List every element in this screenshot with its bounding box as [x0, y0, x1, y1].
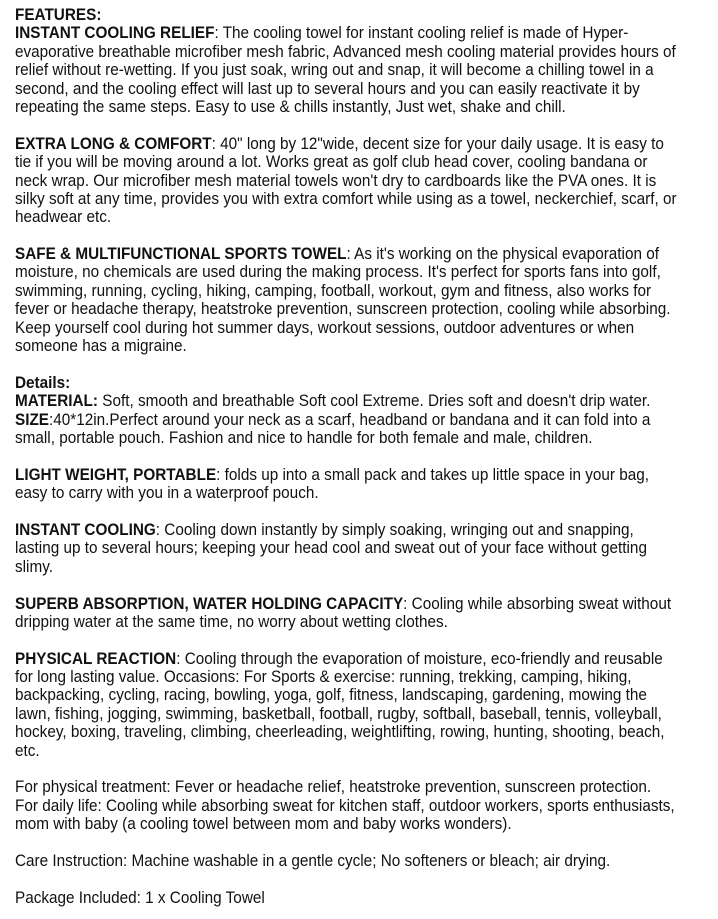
paragraph [15, 521, 718, 576]
text-line [15, 466, 677, 484]
body-text: lawn, fishing, jogging, swimming, basketball, football, rugby, softball, baseball, tennis, volleyball, [15, 703, 662, 723]
text-line [15, 190, 677, 208]
text-line [15, 319, 677, 337]
bold-heading: MATERIAL: [15, 391, 99, 411]
text-line [15, 686, 677, 704]
body-text: headwear etc. [15, 207, 112, 227]
text-line [15, 245, 677, 263]
body-text: swimming, running, cycling, hiking, camping, football, workout, gym and fitness, also works for [15, 280, 652, 300]
text-line [15, 429, 677, 447]
text-line [15, 61, 677, 79]
text-line [15, 374, 677, 392]
paragraph [15, 595, 718, 632]
text-line [15, 208, 677, 226]
body-text: For daily life: Cooling while absorbing sweat for kitchen staff, outdoor workers, sports enthusiasts, [15, 795, 675, 815]
text-line [15, 778, 677, 796]
body-text: second, and the cooling effect will last up to several hours and you can easily reactivate it by [15, 78, 640, 98]
bold-heading: INSTANT COOLING [15, 519, 156, 539]
text-line [15, 595, 677, 613]
paragraph-gap [15, 227, 718, 245]
bold-heading: SUPERB ABSORPTION, WATER HOLDING CAPACITY [15, 593, 404, 613]
paragraph-gap [15, 355, 718, 373]
text-line [15, 172, 677, 190]
text-line [15, 135, 677, 153]
bold-heading: PHYSICAL REACTION [15, 648, 177, 668]
body-text: relief without re-wetting. If you just soak, wring out and snap, it will become a chilling towel in a [15, 60, 654, 80]
text-line [15, 263, 677, 281]
body-text: mom with baby (a cooling towel between mom and baby works wonders). [15, 814, 512, 834]
text-line [15, 484, 677, 502]
text-line [15, 80, 677, 98]
paragraph [15, 852, 718, 870]
text-line [15, 705, 677, 723]
body-text: : As it's working on the physical evaporation of [346, 244, 659, 264]
body-text: for long lasting value. Occasions: For Sports & exercise: running, trekking, camping, hiking, [15, 667, 632, 687]
text-line [15, 852, 677, 870]
body-text: Package Included: 1 x Cooling Towel [15, 887, 265, 907]
paragraph [15, 135, 718, 227]
paragraph-gap [15, 760, 718, 778]
bold-heading: SIZE [15, 409, 50, 429]
paragraph-gap [15, 870, 718, 888]
text-line [15, 337, 677, 355]
product-description [15, 6, 718, 907]
paragraph-gap [15, 447, 718, 465]
paragraph-gap [15, 503, 718, 521]
body-text: evaporative breathable microfiber mesh fabric, Advanced mesh cooling material provides hours of [15, 41, 676, 61]
body-text: : 40" long by 12"wide, decent size for your daily usage. It is easy to [211, 133, 664, 153]
body-text: backpacking, cycling, racing, bowling, yoga, golf, fitness, landscaping, gardening, mowing the [15, 685, 647, 705]
body-text: repeating the same steps. Easy to use & chills instantly, Just wet, shake and chill. [15, 96, 566, 116]
body-text: lasting up to several hours; keeping your head cool and sweat out of your face without getting [15, 538, 647, 558]
text-line [15, 98, 677, 116]
paragraph-gap [15, 834, 718, 852]
paragraph [15, 778, 718, 833]
body-text: easy to carry with you in a waterproof pouch. [15, 483, 319, 503]
bold-heading: SAFE & MULTIFUNCTIONAL SPORTS TOWEL [15, 244, 347, 264]
bold-heading: FEATURES: [15, 5, 102, 24]
text-line [15, 300, 677, 318]
paragraph [15, 466, 718, 503]
text-line [15, 889, 677, 907]
body-text: : Cooling down instantly by simply soaking, wringing out and snapping, [155, 519, 634, 539]
text-line [15, 723, 677, 741]
text-line [15, 558, 677, 576]
paragraph-gap [15, 631, 718, 649]
body-text: silky soft at any time, provides you with extra comfort while using as a towel, neckerchief, scarf, or [15, 188, 677, 208]
body-text: slimy. [15, 556, 53, 576]
paragraph [15, 374, 718, 448]
text-line [15, 815, 677, 833]
paragraph [15, 6, 718, 116]
text-line [15, 392, 677, 410]
text-line [15, 613, 677, 631]
body-text: etc. [15, 740, 40, 760]
body-text: Keep yourself cool during hot summer days, workout sessions, outdoor adventures or when [15, 317, 635, 337]
body-text: someone has a migraine. [15, 336, 187, 356]
body-text: small, portable pouch. Fashion and nice to handle for both female and male, children. [15, 427, 593, 447]
text-line [15, 153, 677, 171]
paragraph [15, 245, 718, 355]
body-text: dripping water at the same time, no worry about wetting clothes. [15, 611, 448, 631]
text-line [15, 668, 677, 686]
body-text: : The cooling towel for instant cooling relief is made of Hyper- [214, 23, 629, 43]
text-line [15, 282, 677, 300]
text-line [15, 742, 677, 760]
text-line [15, 650, 677, 668]
body-text: hockey, boxing, traveling, climbing, cheerleading, weightlifting, rowing, hunting, shooting, beach, [15, 722, 665, 742]
text-line [15, 797, 677, 815]
text-line [15, 411, 677, 429]
bold-heading: EXTRA LONG & COMFORT [15, 133, 212, 153]
body-text: For physical treatment: Fever or headache relief, heatstroke prevention, sunscreen protection. [15, 777, 652, 797]
bold-heading: INSTANT COOLING RELIEF [15, 23, 215, 43]
bold-heading: LIGHT WEIGHT, PORTABLE [15, 464, 217, 484]
text-line [15, 24, 677, 42]
body-text: : Cooling through the evaporation of moisture, eco-friendly and reusable [176, 648, 663, 668]
text-line [15, 539, 677, 557]
body-text: Care Instruction: Machine washable in a gentle cycle; No softeners or bleach; air drying. [15, 850, 611, 870]
body-text: fever or headache therapy, heatstroke prevention, sunscreen protection, cooling while absorbing. [15, 299, 671, 319]
body-text: Soft, smooth and breathable Soft cool Extreme. Dries soft and doesn't drip water. [98, 391, 651, 411]
body-text: : Cooling while absorbing sweat without [403, 593, 672, 613]
body-text: :40*12in.Perfect around your neck as a scarf, headband or bandana and it can fold into a [49, 409, 651, 429]
text-line [15, 521, 677, 539]
paragraph [15, 889, 718, 907]
body-text: tie if you will be moving around a lot. Works great as golf club head cover, cooling bandana or [15, 152, 648, 172]
body-text: moisture, no chemicals are used during the making process. It's perfect for sports fans into golf, [15, 262, 661, 282]
text-line [15, 6, 677, 24]
body-text: neck wrap. Our microfiber mesh material towels won't dry to cardboards like the PVA ones. It is [15, 170, 657, 190]
paragraph-gap [15, 116, 718, 134]
paragraph [15, 650, 718, 760]
text-line [15, 43, 677, 61]
body-text: : folds up into a small pack and takes up little space in your bag, [216, 464, 650, 484]
bold-heading: Details: [15, 372, 71, 392]
paragraph-gap [15, 576, 718, 594]
